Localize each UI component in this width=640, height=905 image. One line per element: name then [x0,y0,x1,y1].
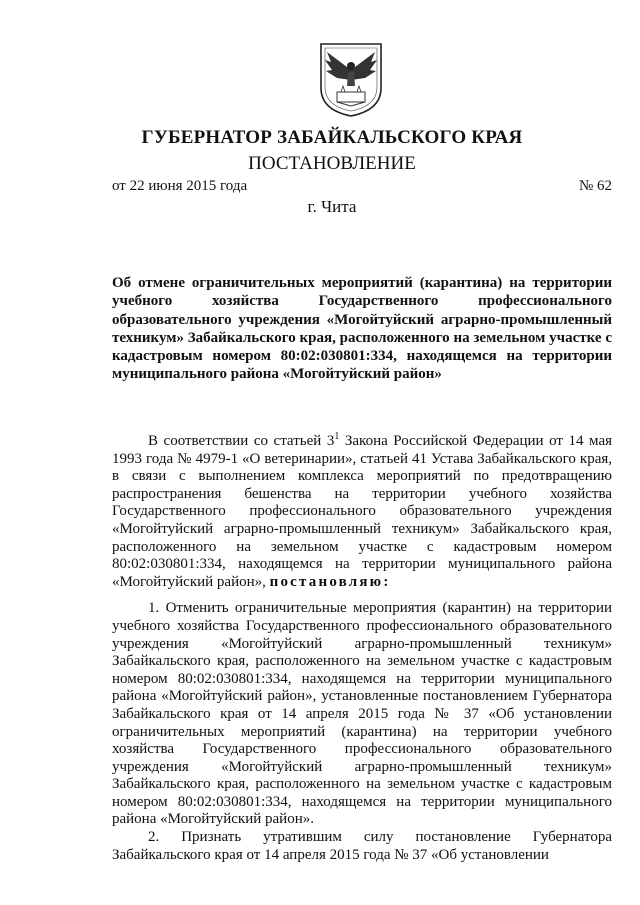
document-subject: Об отмене ограничительных мероприятий (карантина) на территории учебного хозяйства Государственного профессионального образовательного учреждения «Могойтуйский аграрно-промышленный техникум» Забайкальского края, расположенного на земельном участке с кадастровым номером 80:02:030801:334, находящемся на территории муниципального района «Могойтуйский район» [112,275,612,383]
document-date: от 22 июня 2015 года [112,178,248,194]
document-number: № 62 [578,178,612,194]
item-1-paragraph: 1. Отменить ограничительные мероприятия (карантин) на территории учебного хозяйства Государственного профессионального образовательного учреждения «Могойтуйский аграрно-промышленный техникум» Забайкальского края, расположенного на земельном участке с кадастровым номером 80:02:030801:334, находящемся на территории муниципального района «Могойтуйский район», установленные постановлением Губернатора Забайкальского края от 14 апреля 2015 года № 37 «Об установлении ограничительных мероприятий (карантина) на территории учебного хозяйства Государственного профессионального образовательного учреждения «Могойтуйский аграрно-промышленный техникум» Забайкальского края, расположенного на земельном участке с кадастровым номером 80:02:030801:334, находящемся на территории муниципального района «Могойтуйский район». [112,600,612,828]
item-2-paragraph: 2. Признать утратившим силу постановление Губернатора Забайкальского края от 14 апреля 2015 года № 37 «Об установлении [112,829,612,863]
document-city: г. Чита [307,197,357,216]
issuer-title: ГУБЕРНАТОР ЗАБАЙКАЛЬСКОГО КРАЯ [141,127,523,148]
article-superscript: 1 [334,431,340,442]
preamble-paragraph [112,433,612,591]
coat-of-arms-emblem [317,40,385,118]
preamble-text-main: Закона Российской Федерации от 14 мая 1993 года № 4979-1 «О ветеринарии», статьей 41 Устава Забайкальского края, в связи с выполнением комплекса мероприятий по предотвращению распространения бешенства на территории учебного хозяйства Государственного профессионального образовательного учреждения «Могойтуйский аграрно-промышленный техникум» Забайкальского края, расположенного на земельном участке с кадастровым номером 80:02:030801:334, находящемся на территории муниципального района «Могойтуйский район», [112,433,613,590]
preamble-text-start: В соответствии со статьей 3 [148,433,335,449]
document-body [112,433,612,864]
resolve-word: постановляю: [269,573,391,590]
document-type: ПОСТАНОВЛЕНИЕ [248,153,416,174]
